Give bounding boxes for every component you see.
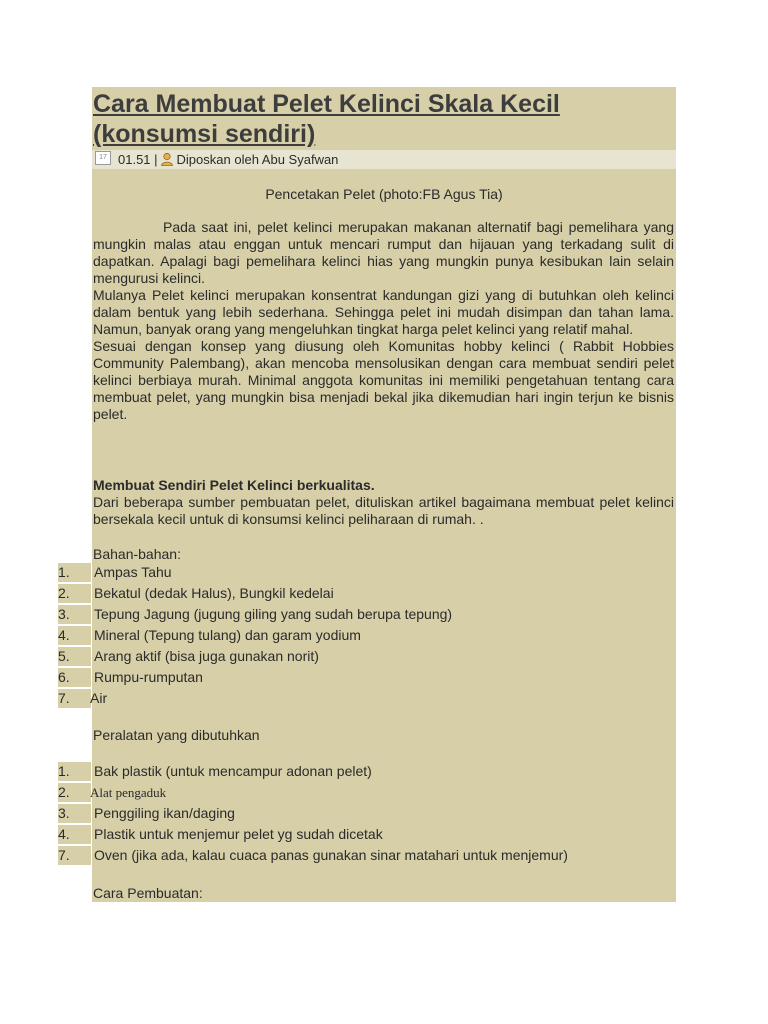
list-item [58, 605, 453, 624]
list-item [58, 626, 361, 645]
list-item [58, 563, 172, 582]
paragraph: Pada saat ini, pelet kelinci merupakan makanan alternatif bagi pemelihara yang mungkin malas atau enggan untuk mencari rumput dan hijauan yang terkadang sulit di dapatkan. Apalagi bagi pemelihara kelinci hias yang mungkin punya kesibukan lain selain mengurusi kelinci. [93, 219, 674, 286]
list-item [58, 804, 235, 823]
list-number: 6. [58, 669, 70, 685]
list-number: 5. [58, 648, 70, 664]
section-intro: Dari beberapa sumber pembuatan pelet, dituliskan artikel bagaimana membuat pelet kelinci bersekala kecil untuk di konsumsi kelinci peliharaan di rumah. . [93, 494, 674, 527]
list-number: 7. [58, 847, 70, 863]
list-item [58, 783, 167, 802]
list-text: Mineral (Tepung tulang) dan garam yodium [94, 627, 361, 643]
list-number: 2. [58, 585, 70, 601]
cara-label: Cara Pembuatan: [93, 885, 203, 901]
list-number: 3. [58, 805, 70, 821]
list-item [58, 668, 203, 687]
list-number: 1. [58, 763, 70, 779]
article-title[interactable]: Cara Membuat Pelet Kelinci Skala Kecil (konsumsi sendiri) [93, 90, 560, 148]
list-number: 4. [58, 826, 70, 842]
list-text: Tepung Jagung (jugung giling yang sudah berupa tepung) [94, 606, 453, 622]
list-text: Air [90, 690, 108, 706]
list-text: Bekatul (dedak Halus), Bungkil kedelai [94, 585, 334, 601]
list-text: Oven (jika ada, kalau cuaca panas gunakan sinar matahari untuk menjemur) [94, 847, 568, 863]
image-caption: Pencetakan Pelet (photo:FB Agus Tia) [265, 186, 503, 202]
article-body [93, 219, 674, 423]
calendar-icon: 17 [95, 151, 111, 165]
list-text: Penggiling ikan/daging [94, 805, 235, 821]
post-author[interactable]: Diposkan oleh Abu Syafwan [176, 152, 339, 167]
list-text: Ampas Tahu [94, 564, 172, 580]
post-time: 01.51 | [118, 152, 158, 167]
list-text: Plastik untuk menjemur pelet yg sudah dicetak [94, 826, 383, 842]
list-number: 7. [58, 690, 70, 706]
list-text: Alat pengaduk [90, 785, 167, 800]
list-item [58, 825, 383, 844]
bahan-label: Bahan-bahan: [93, 546, 181, 562]
list-item [58, 647, 319, 666]
list-text: Bak plastik (untuk mencampur adonan pelet) [94, 763, 372, 779]
user-icon [160, 152, 174, 166]
list-number: 3. [58, 606, 70, 622]
list-number: 4. [58, 627, 70, 643]
paragraph: Sesuai dengan konsep yang diusung oleh Komunitas hobby kelinci ( Rabbit Hobbies Community Palembang), akan mencoba mensolusikan dengan cara membuat sendiri pelet kelinci berbiaya murah. Minimal anggota komunitas ini memiliki pengetahuan tentang cara membuat pelet, yang mungkin bisa menjadi bekal jika dikemudian hari ingin terjun ke bisnis pelet. [93, 338, 674, 422]
list-item [58, 762, 372, 781]
post-meta [95, 151, 338, 169]
list-text: Rumpu-rumputan [94, 669, 203, 685]
list-item [58, 584, 334, 603]
section-heading: Membuat Sendiri Pelet Kelinci berkualitas. [93, 477, 375, 493]
list-item [58, 846, 568, 865]
paragraph: Mulanya Pelet kelinci merupakan konsentrat kandungan gizi yang di butuhkan oleh kelinci dalam bentuk yang lebih sederhana. Sehingga pelet ini mudah disimpan dan tahan lama. Namun, banyak orang yang mengeluhkan tingkat harga pelet kelinci yang relatif mahal. [93, 287, 674, 337]
list-item [58, 689, 108, 708]
list-number: 1. [58, 564, 70, 580]
list-text: Arang aktif (bisa juga gunakan norit) [94, 648, 319, 664]
list-number: 2. [58, 784, 70, 800]
peralatan-label: Peralatan yang dibutuhkan [93, 727, 260, 743]
